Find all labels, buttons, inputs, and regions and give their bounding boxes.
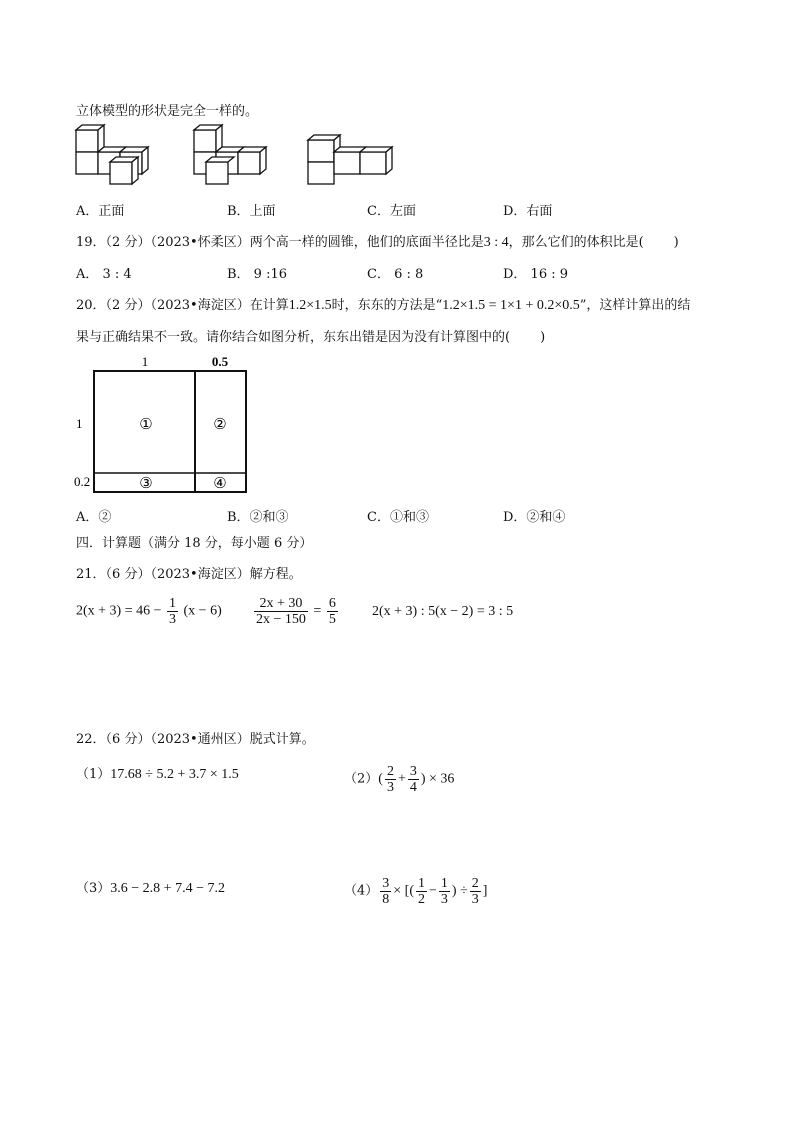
figure-region-4: ④ — [213, 476, 227, 492]
eq2-rden: 5 — [328, 612, 336, 627]
q22-p3-expr: 3.6 − 2.8 + 7.4 − 7.2 — [110, 881, 225, 896]
q22-p2-frac2 — [408, 764, 419, 795]
figure-region-3: ③ — [139, 476, 153, 492]
q18-option-a: A．正面 — [76, 204, 125, 219]
q20-option-a: A．② — [76, 510, 112, 525]
q22-p2-frac1 — [385, 764, 396, 795]
q18-cube-models — [70, 122, 400, 190]
q19-text-after: ，那么它们的体积比是( — [508, 235, 644, 250]
q21-stem: 21．（6 分）（2023•海淀区）解方程。 — [76, 567, 302, 582]
q20-line2: 果与正确结果不一致。请你结合如图分析，东东出错是因为没有计算图中的( — [76, 330, 511, 345]
cube-model-a — [76, 125, 148, 184]
cube-model-c — [308, 135, 392, 184]
q22-p4-f3n: 1 — [440, 876, 448, 891]
q20-option-c: C．①和③ — [367, 510, 429, 525]
q22-p4-f2n: 1 — [418, 876, 426, 891]
q22-p4-mid: × [( — [393, 883, 415, 899]
q20-line1-c: ”，这样计算出的结 — [579, 298, 691, 313]
q22-p2-close: ) × 36 — [420, 771, 455, 787]
eq2-equals: = — [313, 603, 322, 619]
figure-region-1: ① — [139, 417, 153, 433]
q19-option-c: C． 6 : 8 — [367, 267, 424, 282]
q20-option-b: B．②和③ — [227, 510, 289, 525]
q20-line1-expr: 1.2×1.5 — [288, 298, 332, 313]
q22-p2-f2n: 3 — [409, 764, 417, 779]
q20-close: ) — [540, 330, 546, 345]
q20-stem-line2 — [76, 326, 545, 345]
q20-line1-b: 时，东东的方法是“ — [331, 298, 443, 313]
q18-text: 立体模型的形状是完全一样的。 — [76, 104, 259, 119]
q19-option-d: D． 16 : 9 — [503, 267, 569, 282]
q22-part-4 — [344, 876, 487, 907]
eq1-fraction — [167, 596, 178, 627]
q22-p2-label: （2） — [344, 771, 379, 787]
q21-equation-3: 2(x + 3) : 5(x − 2) = 3 : 5 — [372, 604, 514, 619]
q22-stem: 22．（6 分）（2023•通州区）脱式计算。 — [76, 732, 315, 747]
q22-p4-f4n: 2 — [471, 876, 479, 891]
q22-p3-label: （3） — [76, 881, 111, 896]
q22-p4-f1n: 3 — [382, 876, 390, 891]
q22-p4-frac1 — [380, 876, 391, 907]
eq2-rnum: 6 — [328, 596, 336, 611]
q22-part-2 — [344, 764, 454, 795]
q20-stem-line1 — [76, 294, 690, 314]
figure-label-side-top: 1 — [76, 416, 83, 431]
q19-option-a: A． 3 : 4 — [76, 267, 132, 282]
q22-part-1 — [76, 763, 239, 783]
q22-p4-div: ) ÷ — [451, 883, 468, 899]
q22-p4-end: ] — [482, 883, 488, 899]
q22-p4-f2d: 2 — [418, 892, 426, 907]
q22-p4-minus: − — [429, 883, 437, 899]
q18-option-b: B．上面 — [227, 204, 276, 219]
figure-label-top-right: 0.5 — [211, 354, 229, 369]
q21-equation-2 — [252, 596, 340, 627]
q22-p1-expr: 17.68 ÷ 5.2 + 3.7 × 1.5 — [110, 767, 239, 782]
q19-option-b: B． 9 :16 — [227, 267, 288, 282]
q21-equation-1 — [76, 596, 222, 627]
q22-p4-f4d: 3 — [471, 892, 479, 907]
q22-p2-plus: + — [397, 771, 406, 787]
eq2-fraction-left — [254, 596, 308, 627]
q22-p1-label: （1） — [76, 767, 111, 782]
figure-region-2: ② — [213, 417, 227, 433]
q22-part-3 — [76, 877, 225, 897]
q22-p4-frac4 — [470, 876, 481, 907]
q22-p4-f1d: 8 — [382, 892, 390, 907]
q22-p2-f1n: 2 — [386, 764, 394, 779]
q19-text-before: 19．（2 分）（2023•怀柔区）两个高一样的圆锥，他们的底面半径比是 — [76, 235, 484, 250]
q18-option-d: D．右面 — [503, 204, 553, 219]
eq1-fraction-den: 3 — [169, 612, 177, 627]
q19-close: ) — [673, 235, 679, 250]
q20-line1-expr2: 1.2×1.5 = 1×1 + 0.2×0.5 — [442, 298, 580, 313]
q22-p4-frac2 — [416, 876, 427, 907]
eq1-fraction-num: 1 — [169, 596, 177, 611]
q22-p4-label: （4） — [344, 883, 379, 899]
eq2-num: 2x + 30 — [254, 596, 308, 612]
q22-p2-f1d: 3 — [386, 780, 394, 795]
cube-model-b — [194, 125, 266, 184]
eq1-right: (x − 6) — [183, 603, 222, 619]
q22-p2-f2d: 4 — [409, 780, 417, 795]
q20-option-d: D．②和④ — [503, 510, 566, 525]
q22-p4-frac3 — [439, 876, 450, 907]
q19-ratio: 3 : 4 — [483, 235, 509, 250]
figure-label-side-bottom: 0.2 — [74, 474, 91, 489]
figure-label-top-left: 1 — [141, 354, 149, 369]
q20-figure — [70, 352, 260, 500]
q19-stem — [76, 231, 679, 251]
section-4-title: 四．计算题（满分 18 分，每小题 6 分） — [76, 536, 313, 551]
q18-option-c: C．左面 — [367, 204, 416, 219]
eq2-fraction-right — [327, 596, 338, 627]
q22-p2-open: ( — [378, 771, 383, 787]
eq1-left: 2(x + 3) = 46 − — [76, 603, 162, 619]
q20-line1-a: 20．（2 分）（2023•海淀区）在计算 — [76, 298, 289, 313]
q22-p4-f3d: 3 — [440, 892, 448, 907]
eq2-den: 2x − 150 — [256, 612, 306, 627]
